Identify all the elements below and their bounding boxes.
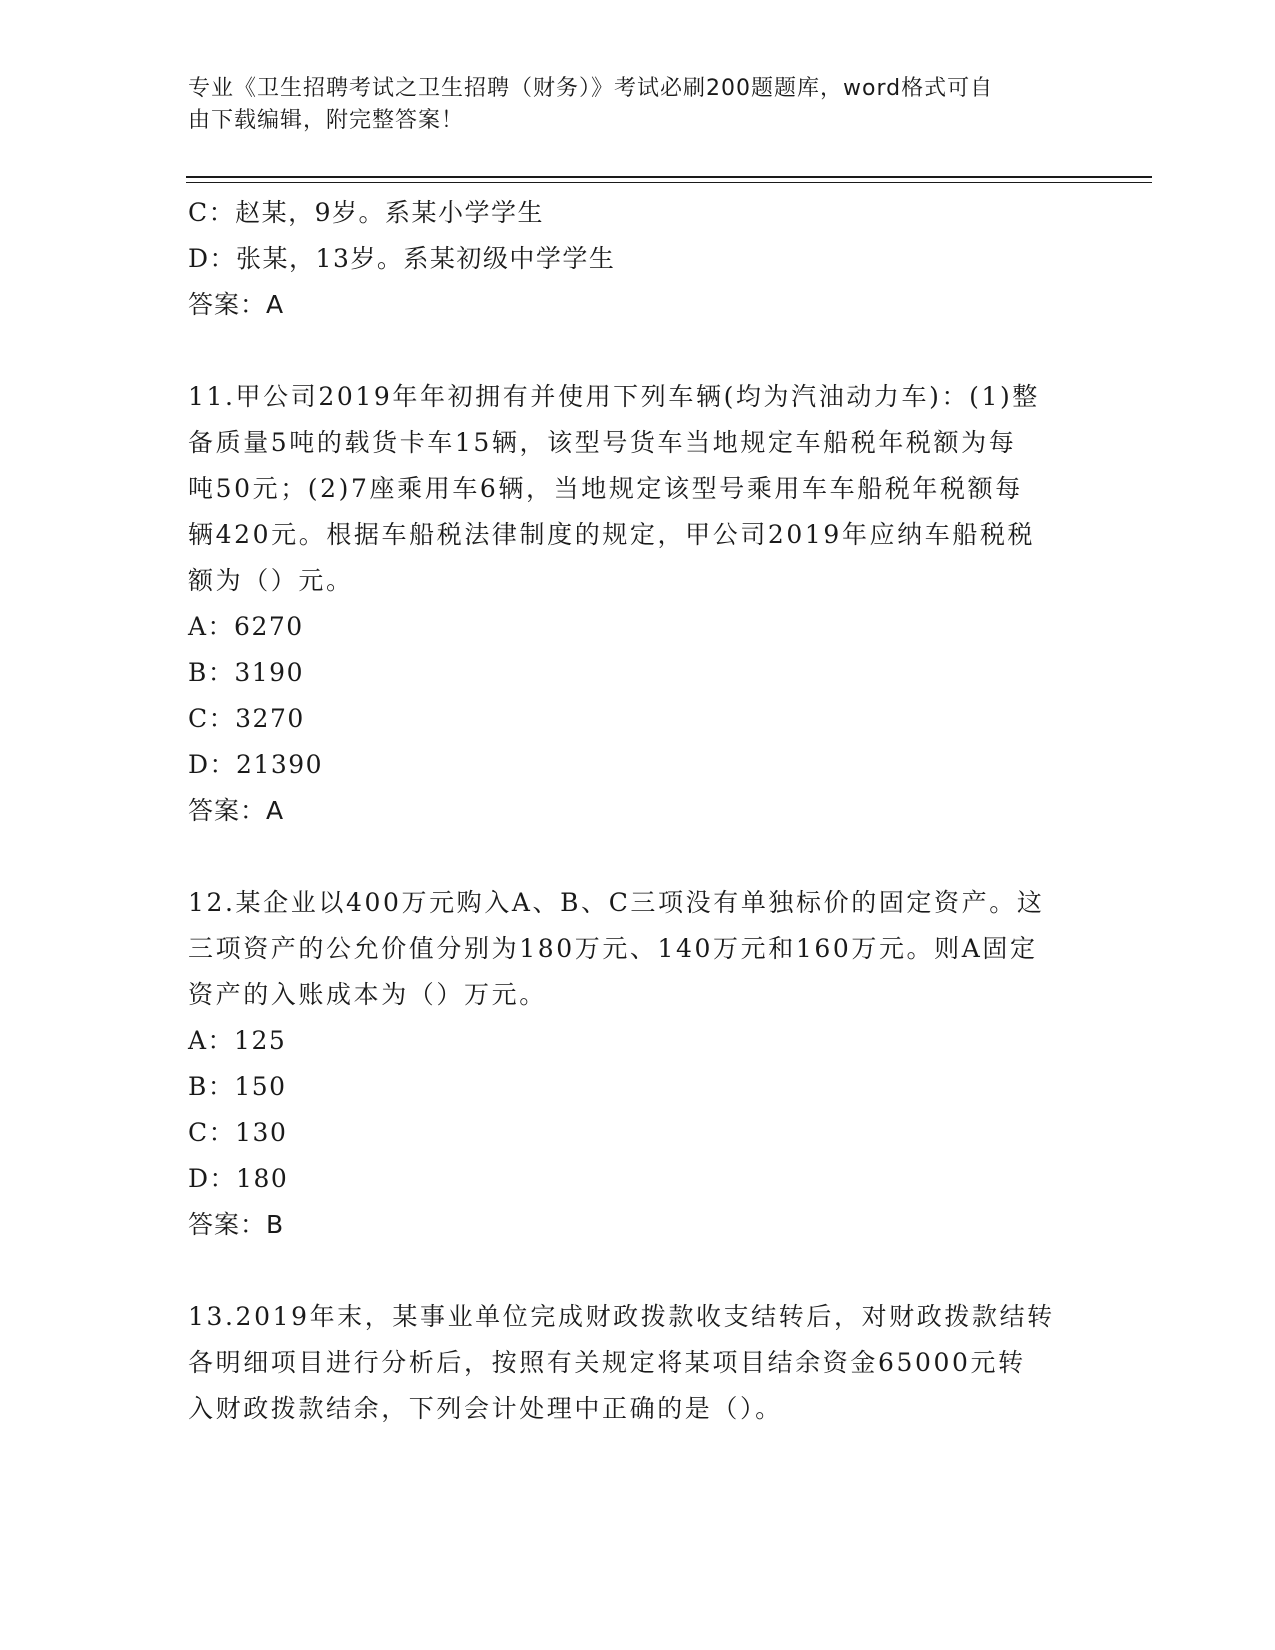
question-text-line: 各明细项目进行分析后，按照有关规定将某项目结余资金65000元转 [188,1348,1026,1377]
header-line-1: 专业《卫生招聘考试之卫生招聘（财务）》考试必刷200题题库，word格式可自 [188,76,994,101]
option-a: A：125 [188,1026,287,1055]
prev-question [188,190,1088,328]
header-divider-thin [186,182,1152,183]
question-text-line: 11.甲公司2019年年初拥有并使用下列车辆(均为汽油动力车)：(1)整 [188,382,1040,411]
answer-line: 答案：A [188,796,285,825]
option-c: C：3270 [188,704,305,733]
question-12 [188,880,1088,1248]
question-11 [188,374,1088,834]
option-c: C：赵某，9岁。系某小学学生 [188,198,545,227]
option-b: B：150 [188,1072,287,1101]
question-text-line: 12.某企业以400万元购入A、B、C三项没有单独标价的固定资产。这 [188,888,1045,917]
question-text-line: 额为（）元。 [188,566,354,595]
option-b: B：3190 [188,658,304,687]
option-c: C：130 [188,1118,288,1147]
option-d: D：张某，13岁。系某初级中学学生 [188,244,616,273]
header-line-2: 由下载编辑，附完整答案！ [188,108,465,133]
header-divider-thick [186,176,1152,178]
question-13 [188,1294,1088,1432]
question-text-line: 入财政拨款结余，下列会计处理中正确的是（）。 [188,1394,783,1423]
answer-line: 答案：A [188,290,285,319]
option-a: A：6270 [188,612,304,641]
document-header [188,73,1068,137]
question-text-line: 资产的入账成本为（）万元。 [188,980,547,1009]
option-d: D：21390 [188,750,324,779]
question-text-line: 备质量5吨的载货卡车15辆，该型号货车当地规定车船税年税额为每 [188,428,1017,457]
option-d: D：180 [188,1164,289,1193]
answer-line: 答案：B [188,1210,285,1239]
question-text-line: 辆420元。根据车船税法律制度的规定，甲公司2019年应纳车船税税 [188,520,1036,549]
document-body [188,190,1088,1432]
question-text-line: 13.2019年末，某事业单位完成财政拨款收支结转后，对财政拨款结转 [188,1302,1055,1331]
question-text-line: 三项资产的公允价值分别为180万元、140万元和160万元。则A固定 [188,934,1038,963]
question-text-line: 吨50元；(2)7座乘用车6辆，当地规定该型号乘用车车船税年税额每 [188,474,1023,503]
